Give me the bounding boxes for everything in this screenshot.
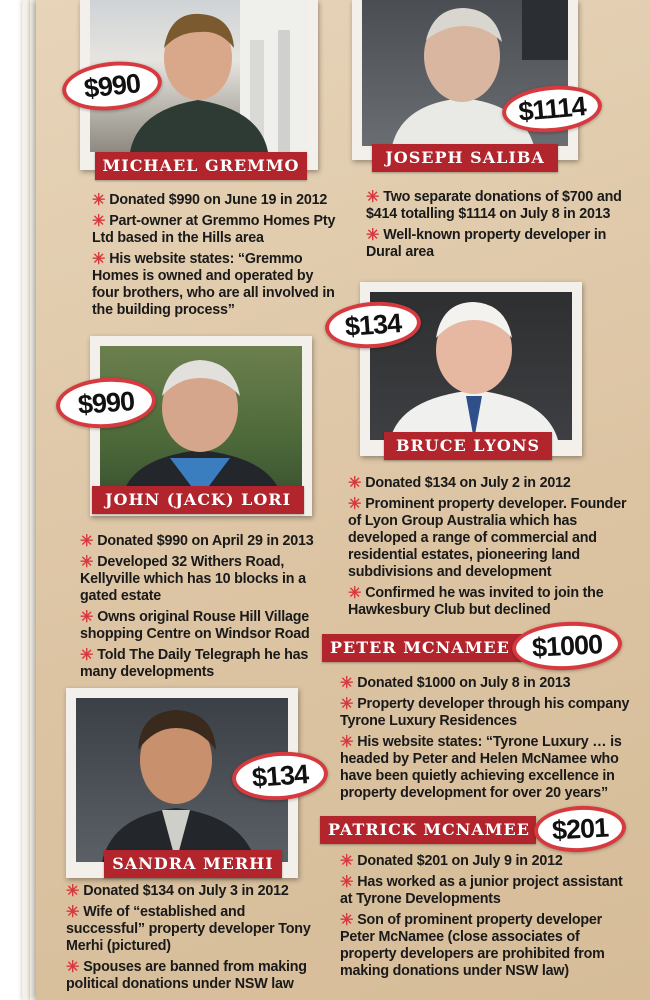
name-label: MICHAEL GREMMO [95, 152, 307, 180]
amount-badge: $134 [230, 749, 329, 804]
facts-list [340, 852, 638, 983]
fact-item: ✳ Part-owner at Gremmo Homes Pty Ltd based in the Hills area [92, 213, 336, 246]
fact-item: ✳ Owns original Rouse Hill Village shopping Centre on Windsor Road [80, 609, 310, 642]
bullet-star-icon: ✳ [366, 189, 380, 206]
bullet-star-icon: ✳ [66, 959, 80, 976]
facts-list [348, 474, 638, 622]
name-label: PETER MCNAMEE [322, 634, 522, 662]
bullet-star-icon: ✳ [340, 853, 354, 870]
fact-item: ✳ Confirmed he was invited to join the Hawkesbury Club but declined [348, 585, 604, 618]
fact-item: ✳ Told The Daily Telegraph he has many developments [80, 647, 309, 680]
facts-list [66, 882, 322, 996]
bullet-star-icon: ✳ [92, 192, 106, 209]
fact-item: ✳ Property developer through his company Tyrone Luxury Residences [340, 696, 630, 729]
bullet-star-icon: ✳ [340, 874, 354, 891]
bullet-star-icon: ✳ [340, 912, 354, 929]
amount-badge: $201 [533, 804, 627, 855]
name-label: PATRICK MCNAMEE [320, 816, 536, 844]
facts-list [366, 188, 634, 264]
amount-badge: $1000 [511, 619, 623, 673]
photo-frame [352, 0, 578, 160]
bullet-star-icon: ✳ [366, 227, 380, 244]
bullet-star-icon: ✳ [348, 475, 362, 492]
fact-item: ✳ Well-known property developer in Dural area [366, 227, 607, 260]
amount-badge: $134 [324, 299, 423, 352]
amount-badge: $1114 [500, 82, 604, 137]
facts-list [92, 191, 342, 322]
fact-item: ✳ Donated $134 on July 3 in 2012 [66, 883, 289, 900]
name-label: BRUCE LYONS [384, 432, 552, 460]
fact-item: ✳ Donated $990 on June 19 in 2012 [92, 192, 328, 209]
name-label: JOHN (JACK) LORI [92, 486, 304, 514]
bullet-star-icon: ✳ [340, 696, 354, 713]
bullet-star-icon: ✳ [80, 533, 94, 550]
fact-item: ✳ Prominent property developer. Founder of Lyon Group Australia which has developed a range of commercial and residential estates, pioneering land subdivisions and development [348, 496, 627, 580]
bullet-star-icon: ✳ [340, 675, 354, 692]
fact-item: ✳ Donated $201 on July 9 in 2012 [340, 853, 563, 870]
fact-item: ✳ Has worked as a junior project assistant at Tyrone Developments [340, 874, 623, 907]
name-label: SANDRA MERHI [104, 850, 282, 878]
fact-item: ✳ Spouses are banned from making political donations under NSW law [66, 959, 307, 992]
fact-item: ✳ Wife of “established and successful” property developer Tony Merhi (pictured) [66, 904, 311, 954]
fact-item: ✳ Son of prominent property developer Peter McNamee (close associates of property developers are prohibited from making donations under NSW law) [340, 912, 605, 979]
facts-list [80, 532, 342, 684]
fact-item: ✳ Two separate donations of $700 and $414 totalling $1114 on July 8 in 2013 [366, 189, 622, 222]
bullet-star-icon: ✳ [66, 883, 80, 900]
fact-item: ✳ His website states: “Tyrone Luxury … is headed by Peter and Helen McNamee who have been quietly achieving excellence in property development for over 20 years” [340, 734, 622, 801]
bullet-star-icon: ✳ [80, 609, 94, 626]
fact-item: ✳ His website states: “Gremmo Homes is owned and operated by four brothers, who are all involved in the building process” [92, 251, 335, 318]
bullet-star-icon: ✳ [66, 904, 80, 921]
bullet-star-icon: ✳ [92, 251, 106, 268]
bullet-star-icon: ✳ [92, 213, 106, 230]
fact-item: ✳ Donated $1000 on July 8 in 2013 [340, 675, 571, 692]
bullet-star-icon: ✳ [348, 585, 362, 602]
fact-item: ✳ Donated $134 on July 2 in 2012 [348, 475, 571, 492]
bullet-star-icon: ✳ [340, 734, 354, 751]
bullet-star-icon: ✳ [80, 554, 94, 571]
bullet-star-icon: ✳ [348, 496, 362, 513]
bullet-star-icon: ✳ [80, 647, 94, 664]
facts-list [340, 674, 638, 805]
amount-badge: $990 [54, 375, 157, 432]
name-label: JOSEPH SALIBA [372, 144, 558, 172]
fact-item: ✳ Developed 32 Withers Road, Kellyville which has 10 blocks in a gated estate [80, 554, 306, 604]
amount-badge: $990 [60, 57, 164, 115]
fact-item: ✳ Donated $990 on April 29 in 2013 [80, 533, 314, 550]
